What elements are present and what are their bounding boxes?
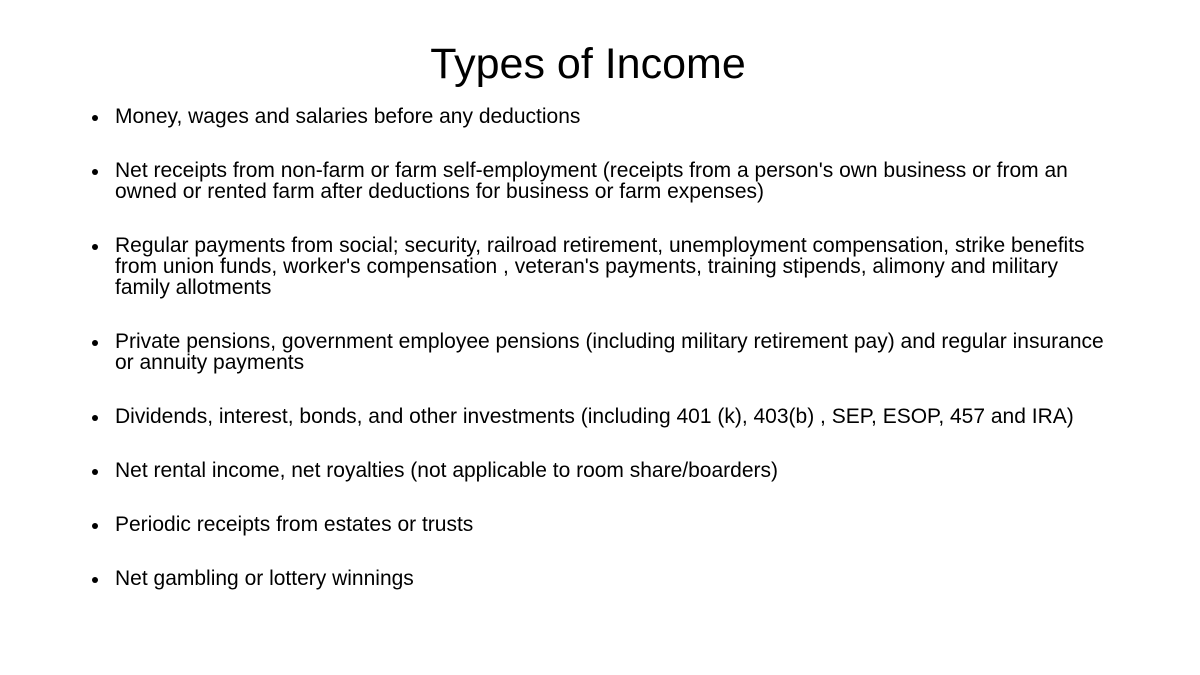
bullet-text: Dividends, interest, bonds, and other investments (including 401 (k), 403(b) , SEP, ESOP, 457 and IRA)	[115, 405, 1074, 428]
bullet-text: Periodic receipts from estates or trusts	[115, 513, 474, 536]
bullet-item-gambling	[90, 568, 1110, 589]
bullet-text: Money, wages and salaries before any deductions	[115, 105, 581, 128]
bullet-item-regular-payments	[90, 235, 1110, 298]
slide-title: Types of Income	[430, 40, 746, 88]
bullet-item-investments	[90, 406, 1110, 427]
bullet-text: Net gambling or lottery winnings	[115, 567, 414, 590]
bullet-text: Regular payments from social; security, railroad retirement, unemployment compensation, strike benefits from union funds, worker's compensation , veteran's payments, training stipends, alimony and military family allotments	[115, 234, 1085, 299]
bullet-item-estates-trusts	[90, 514, 1110, 535]
bullet-item-wages	[90, 106, 1110, 127]
bullet-item-rental-income	[90, 460, 1110, 481]
bullet-item-self-employment	[90, 160, 1110, 202]
bullet-text: Private pensions, government employee pensions (including military retirement pay) and regular insurance or annuity payments	[115, 330, 1104, 374]
bullet-text: Net receipts from non-farm or farm self-employment (receipts from a person's own business or from an owned or rented farm after deductions for business or farm expenses)	[115, 159, 1068, 203]
bullet-item-pensions	[90, 331, 1110, 373]
bullet-list	[90, 106, 1110, 622]
bullet-text: Net rental income, net royalties (not applicable to room share/boarders)	[115, 459, 778, 482]
